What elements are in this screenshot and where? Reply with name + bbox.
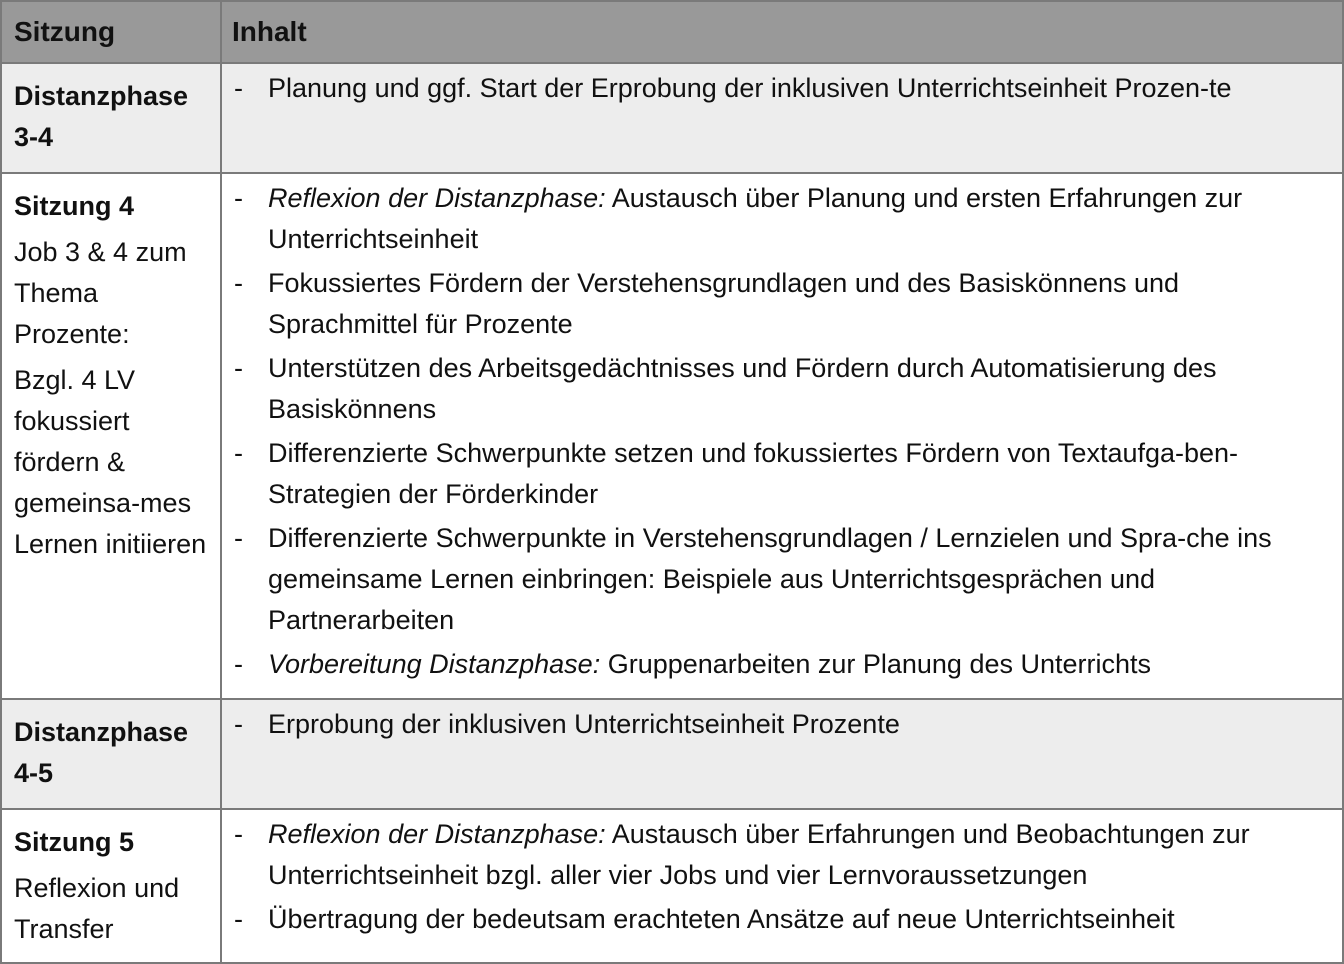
content-list bbox=[222, 700, 1342, 745]
session-title: Distanzphase 3-4 bbox=[14, 81, 189, 152]
content-cell bbox=[221, 173, 1343, 699]
content-cell bbox=[221, 699, 1343, 809]
session-title: Sitzung 5 bbox=[14, 827, 134, 857]
session-title: Distanzphase 4-5 bbox=[14, 717, 189, 788]
session-cell bbox=[1, 173, 221, 699]
session-goal: Bzgl. 4 LV fokussiert fördern & gemeinsa-mes Lernen initiieren bbox=[14, 365, 207, 559]
table-header-row bbox=[1, 1, 1343, 63]
content-list bbox=[222, 64, 1342, 109]
session-cell bbox=[1, 699, 221, 809]
content-cell bbox=[221, 809, 1343, 963]
session-topic: Job 3 & 4 zum Thema Prozente: bbox=[14, 237, 187, 349]
list-item: - Erprobung der inklusiven Unterrichtseinheit Prozente bbox=[222, 704, 1332, 745]
list-item: - Fokussiertes Fördern der Verstehensgrundlagen und des Basiskönnens und Sprachmittel für Prozente bbox=[222, 263, 1332, 345]
list-item: - Reflexion der Distanzphase: Austausch über Erfahrungen und Beobachtungen zur Unterrichtseinheit bzgl. aller vier Jobs und vier Lernvoraussetzungen bbox=[222, 814, 1332, 896]
session-title: Sitzung 4 bbox=[14, 191, 134, 221]
content-cell bbox=[221, 63, 1343, 173]
header-sitzung: Sitzung bbox=[1, 1, 221, 63]
session-cell bbox=[1, 63, 221, 173]
list-item: - Vorbereitung Distanzphase: Gruppenarbeiten zur Planung des Unterrichts bbox=[222, 644, 1332, 685]
list-item: - Übertragung der bedeutsam erachteten Ansätze auf neue Unterrichtseinheit bbox=[222, 899, 1332, 940]
header-inhalt: Inhalt bbox=[221, 1, 1343, 63]
list-item: - Differenzierte Schwerpunkte in Verstehensgrundlagen / Lernzielen und Spra-che ins gemeinsame Lernen einbringen: Beispiele aus Unterrichtsgesprächen und Partnerarbeiten bbox=[222, 518, 1332, 641]
list-item: - Differenzierte Schwerpunkte setzen und fokussiertes Fördern von Textaufga-ben-Strategien der Förderkinder bbox=[222, 433, 1332, 515]
list-item: - Planung und ggf. Start der Erprobung der inklusiven Unterrichtseinheit Prozen-te bbox=[222, 68, 1332, 109]
table-row bbox=[1, 699, 1343, 809]
table-row bbox=[1, 63, 1343, 173]
session-topic: Reflexion und Transfer bbox=[14, 873, 180, 944]
content-list bbox=[222, 174, 1342, 685]
list-item: - Reflexion der Distanzphase: Austausch über Planung und ersten Erfahrungen zur Unterrichtseinheit bbox=[222, 178, 1332, 260]
list-item: - Unterstützen des Arbeitsgedächtnisses und Fördern durch Automatisierung des Basiskönnens bbox=[222, 348, 1332, 430]
table-row bbox=[1, 809, 1343, 963]
session-cell bbox=[1, 809, 221, 963]
table-row bbox=[1, 173, 1343, 699]
content-list bbox=[222, 810, 1342, 940]
